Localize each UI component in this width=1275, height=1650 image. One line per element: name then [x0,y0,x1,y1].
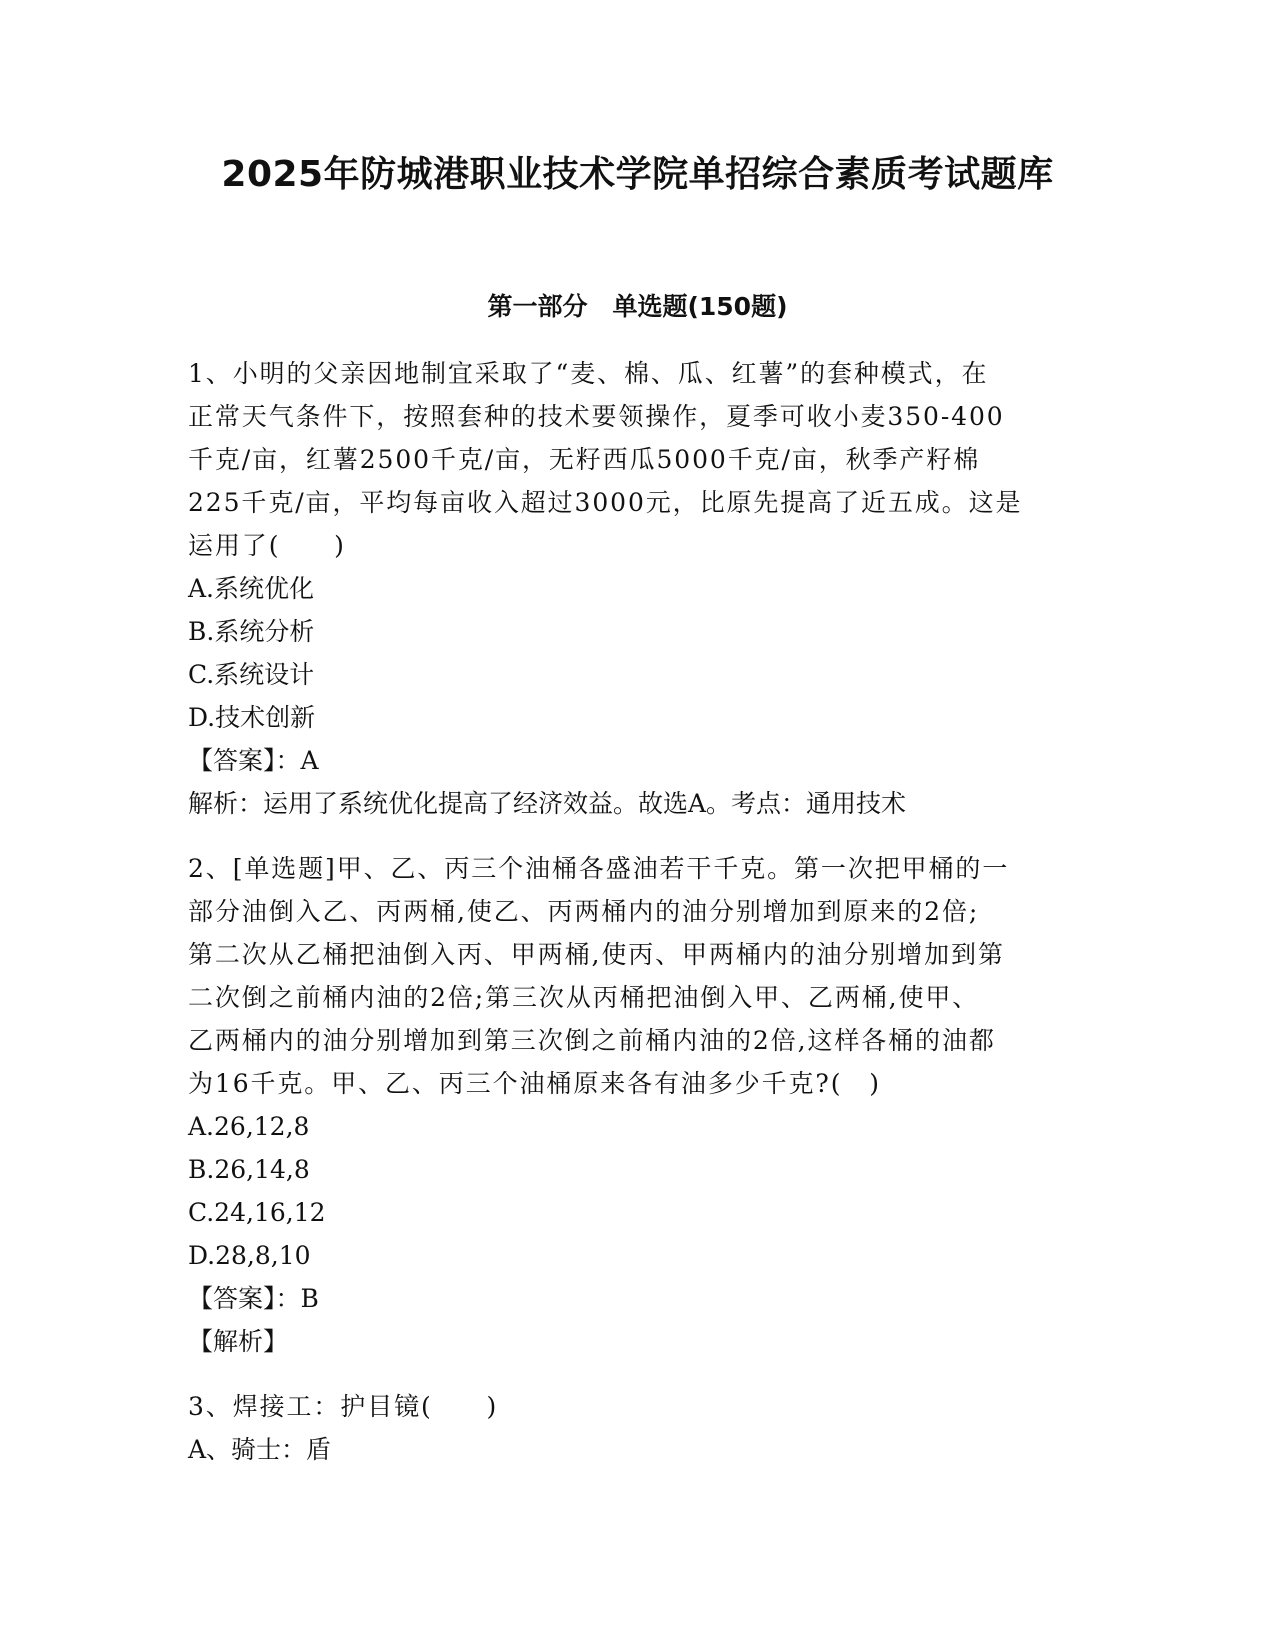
question-2 [188,847,1088,1363]
answer: 【答案】：A [188,746,319,775]
question-list [188,352,1088,1471]
option-c: C.24,16,12 [188,1198,326,1227]
question-stem-line: 225千克/亩，平均每亩收入超过3000元，比原先提高了近五成。这是 [188,488,1023,517]
option-a: A、骑士：盾 [188,1435,332,1464]
question-stem-line: 运用了( ) [188,531,346,560]
option-d: D.技术创新 [188,703,316,732]
question-3 [188,1385,1088,1471]
question-1 [188,352,1088,825]
question-stem-line: 3、焊接工：护目镜( ) [188,1392,499,1421]
analysis: 解析：运用了系统优化提高了经济效益。故选A。考点：通用技术 [188,789,907,818]
question-stem-line: 二次倒之前桶内油的2倍;第三次从丙桶把油倒入甲、乙两桶,使甲、 [188,983,980,1012]
question-stem-line: 部分油倒入乙、丙两桶,使乙、丙两桶内的油分别增加到原来的2倍; [188,897,980,926]
question-stem-line: 为16千克。甲、乙、丙三个油桶原来各有油多少千克?( ) [188,1069,881,1098]
option-b: B.26,14,8 [188,1155,310,1184]
question-stem-line: 2、[单选题]甲、乙、丙三个油桶各盛油若干千克。第一次把甲桶的一 [188,854,1010,883]
option-c: C.系统设计 [188,660,315,689]
option-a: A.系统优化 [188,574,315,603]
question-gap [188,1363,1088,1385]
answer: 【答案】：B [188,1284,319,1313]
document-title: 2025年防城港职业技术学院单招综合素质考试题库 [221,154,1054,195]
question-stem-line: 乙两桶内的油分别增加到第三次倒之前桶内油的2倍,这样各桶的油都 [188,1026,996,1055]
question-gap [188,825,1088,847]
question-stem-line: 第二次从乙桶把油倒入丙、甲两桶,使丙、甲两桶内的油分别增加到第 [188,940,1005,969]
question-stem-line: 1、小明的父亲因地制宜采取了“麦、棉、瓜、红薯”的套种模式，在 [188,359,989,388]
analysis: 【解析】 [188,1327,289,1356]
section-title: 第一部分 单选题(150题) [487,292,788,321]
option-a: A.26,12,8 [188,1112,310,1141]
option-b: B.系统分析 [188,617,315,646]
question-stem-line: 千克/亩，红薯2500千克/亩，无籽西瓜5000千克/亩，秋季产籽棉 [188,445,981,474]
option-d: D.28,8,10 [188,1241,311,1270]
question-stem-line: 正常天气条件下，按照套种的技术要领操作，夏季可收小麦350-400 [188,402,1005,431]
